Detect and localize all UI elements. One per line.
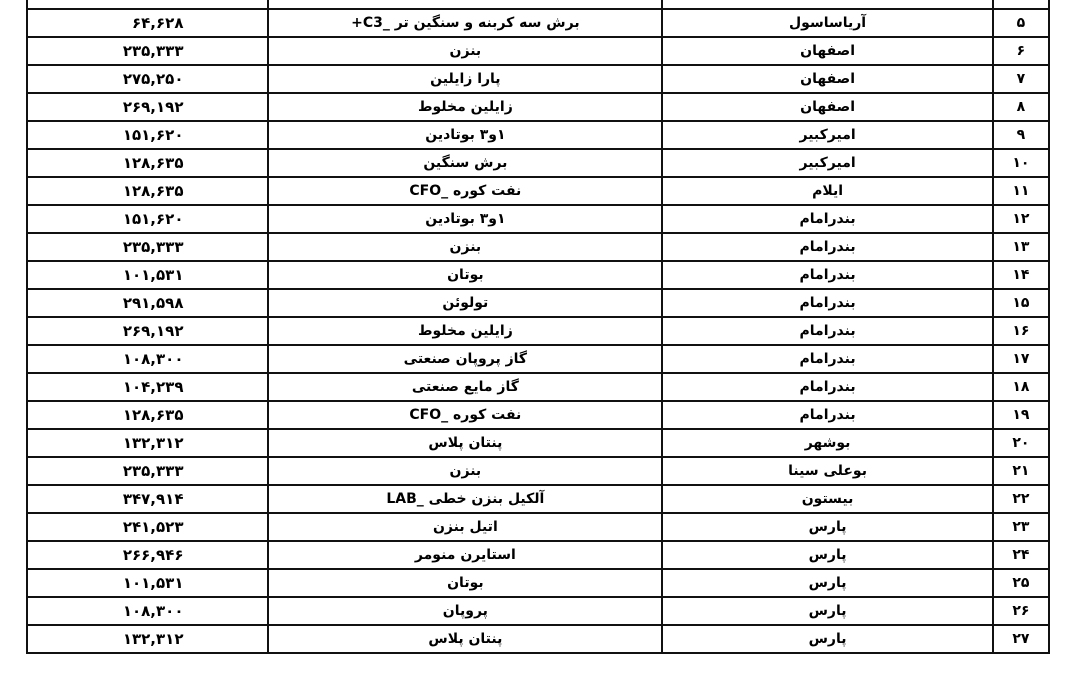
row-number-cell: ۱۷ — [993, 345, 1049, 373]
price-cell: ۲۶۶,۹۴۶ — [27, 541, 268, 569]
price-cell: ۲۷۵,۲۵۰ — [27, 65, 268, 93]
row-number-cell: ۲۷ — [993, 625, 1049, 653]
row-number-cell: ۵ — [993, 9, 1049, 37]
table-row — [27, 345, 1049, 373]
company-cell: بندرامام — [662, 317, 993, 345]
price-cell: ۱۳۲,۳۱۲ — [27, 429, 268, 457]
table-row — [27, 9, 1049, 37]
product-cell: ۱و۳ بوتادین — [268, 205, 662, 233]
price-cell: ۲۳۵,۳۳۳ — [27, 457, 268, 485]
table-row — [27, 177, 1049, 205]
row-number-cell: ۱۳ — [993, 233, 1049, 261]
product-cell: بنزن — [268, 233, 662, 261]
row-number-cell: ۲۵ — [993, 569, 1049, 597]
product-cell: زایلین مخلوط — [268, 317, 662, 345]
price-cell: ۱۵۱,۶۲۰ — [27, 121, 268, 149]
price-cell: ۱۰۸,۳۰۰ — [27, 597, 268, 625]
company-cell: پارس — [662, 541, 993, 569]
product-cell: برش سه کربنه و سنگین تر _C3+ — [268, 9, 662, 37]
product-cell: بنزن — [268, 457, 662, 485]
company-cell: اصفهان — [662, 37, 993, 65]
product-cell: ۱و۳ بوتادین — [268, 121, 662, 149]
price-cell: ۲۳۵,۳۳۳ — [27, 37, 268, 65]
company-cell: امیرکبیر — [662, 149, 993, 177]
row-number-cell: ۲۱ — [993, 457, 1049, 485]
row-number-cell: ۲۴ — [993, 541, 1049, 569]
product-cell: بوتان — [268, 261, 662, 289]
row-number-cell: ۶ — [993, 37, 1049, 65]
product-cell: اتیل بنزن — [268, 513, 662, 541]
price-cell: ۲۶۹,۱۹۲ — [27, 93, 268, 121]
price-cell: ۱۵۱,۶۲۰ — [27, 205, 268, 233]
product-cell: زایلین مخلوط — [268, 93, 662, 121]
row-number-cell: ۱۴ — [993, 261, 1049, 289]
row-number-cell: ۱۶ — [993, 317, 1049, 345]
table-row — [27, 121, 1049, 149]
table-row — [27, 93, 1049, 121]
company-cell: اصفهان — [662, 65, 993, 93]
row-number-cell: ۲۳ — [993, 513, 1049, 541]
product-cell: پنتان پلاس — [268, 625, 662, 653]
company-cell: پارس — [662, 597, 993, 625]
price-cell: ۲۶۹,۱۹۲ — [27, 317, 268, 345]
company-cell: بوعلی سینا — [662, 457, 993, 485]
company-cell: بندرامام — [662, 373, 993, 401]
table-row — [27, 597, 1049, 625]
product-cell: نفت کوره _CFO — [268, 177, 662, 205]
company-cell: بندرامام — [662, 401, 993, 429]
table-row — [27, 625, 1049, 653]
table-body — [27, 0, 1049, 653]
price-cell: ۱۲۸,۶۳۵ — [27, 149, 268, 177]
row-number-cell: ۱۵ — [993, 289, 1049, 317]
product-cell: گاز پروپان صنعتی — [268, 345, 662, 373]
row-number-cell: ۲۶ — [993, 597, 1049, 625]
price-cell: ۱۲۸,۶۳۵ — [27, 177, 268, 205]
company-cell: بندرامام — [662, 289, 993, 317]
table-row — [27, 373, 1049, 401]
product-cell: پنتان پلاس — [268, 429, 662, 457]
table-row — [27, 205, 1049, 233]
company-cell: بیستون — [662, 485, 993, 513]
table-row — [27, 289, 1049, 317]
row-number-cell: ۸ — [993, 93, 1049, 121]
company-cell — [662, 0, 993, 9]
table-row — [27, 37, 1049, 65]
table-row — [27, 65, 1049, 93]
row-number-cell: ۲۰ — [993, 429, 1049, 457]
company-cell: پارس — [662, 513, 993, 541]
company-cell: پارس — [662, 569, 993, 597]
product-cell — [268, 0, 662, 9]
table-row — [27, 233, 1049, 261]
company-cell: امیرکبیر — [662, 121, 993, 149]
table-row — [27, 513, 1049, 541]
table-row — [27, 149, 1049, 177]
price-table — [26, 0, 1050, 654]
company-cell: اصفهان — [662, 93, 993, 121]
company-cell: بندرامام — [662, 345, 993, 373]
company-cell: بوشهر — [662, 429, 993, 457]
price-cell: ۱۰۱,۵۳۱ — [27, 261, 268, 289]
company-cell: بندرامام — [662, 261, 993, 289]
price-cell: ۱۰۸,۳۰۰ — [27, 345, 268, 373]
price-cell: ۲۴۱,۵۲۳ — [27, 513, 268, 541]
product-cell: تولوئن — [268, 289, 662, 317]
table-row — [27, 401, 1049, 429]
table-row — [27, 429, 1049, 457]
company-cell: پارس — [662, 625, 993, 653]
product-cell: آلکیل بنزن خطی _LAB — [268, 485, 662, 513]
product-cell: پارا زایلین — [268, 65, 662, 93]
row-number-cell: ۷ — [993, 65, 1049, 93]
product-cell: بوتان — [268, 569, 662, 597]
price-cell: ۲۳۵,۳۳۳ — [27, 233, 268, 261]
row-number-cell: ۱۲ — [993, 205, 1049, 233]
row-number-cell: ۱۱ — [993, 177, 1049, 205]
row-number-cell: ۱۰ — [993, 149, 1049, 177]
product-cell: گاز مایع صنعتی — [268, 373, 662, 401]
row-number-cell — [993, 0, 1049, 9]
price-cell — [27, 0, 268, 9]
price-cell: ۲۹۱,۵۹۸ — [27, 289, 268, 317]
price-cell: ۱۰۱,۵۳۱ — [27, 569, 268, 597]
company-cell: بندرامام — [662, 233, 993, 261]
table-row — [27, 457, 1049, 485]
row-number-cell: ۲۲ — [993, 485, 1049, 513]
table-row — [27, 485, 1049, 513]
row-number-cell: ۱۸ — [993, 373, 1049, 401]
table-row — [27, 569, 1049, 597]
product-cell: برش سنگین — [268, 149, 662, 177]
table-row — [27, 261, 1049, 289]
company-cell: آریاساسول — [662, 9, 993, 37]
product-cell: پروپان — [268, 597, 662, 625]
price-cell: ۳۴۷,۹۱۴ — [27, 485, 268, 513]
product-cell: استایرن منومر — [268, 541, 662, 569]
price-cell: ۱۲۸,۶۳۵ — [27, 401, 268, 429]
price-cell: ۱۳۲,۳۱۲ — [27, 625, 268, 653]
table-row — [27, 0, 1049, 9]
product-cell: بنزن — [268, 37, 662, 65]
row-number-cell: ۹ — [993, 121, 1049, 149]
row-number-cell: ۱۹ — [993, 401, 1049, 429]
price-cell: ۶۴,۶۲۸ — [27, 9, 268, 37]
product-cell: نفت کوره _CFO — [268, 401, 662, 429]
table-row — [27, 541, 1049, 569]
company-cell: ایلام — [662, 177, 993, 205]
price-cell: ۱۰۴,۲۳۹ — [27, 373, 268, 401]
table-row — [27, 317, 1049, 345]
company-cell: بندرامام — [662, 205, 993, 233]
